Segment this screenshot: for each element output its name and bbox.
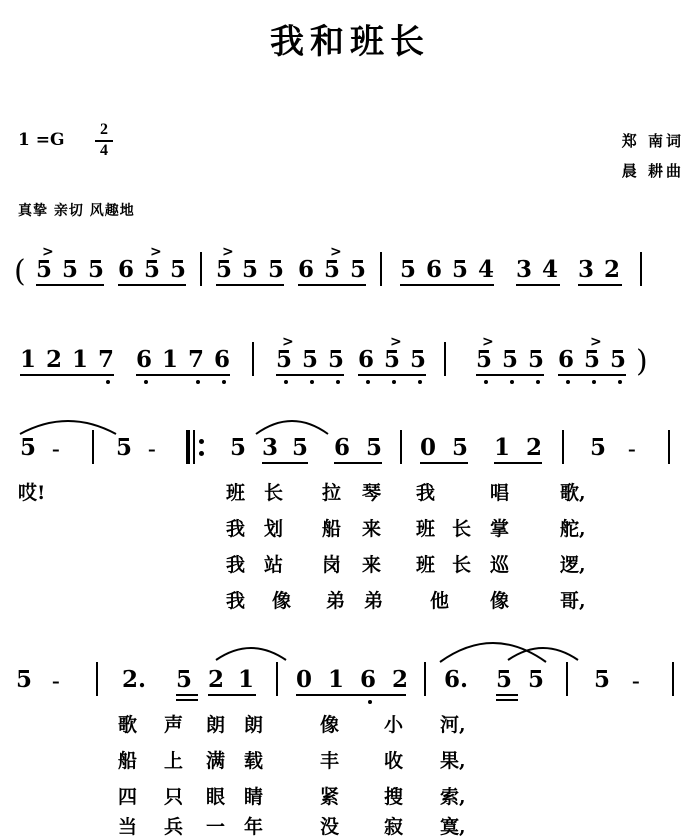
octave-dot	[310, 380, 314, 384]
time-signature	[92, 122, 116, 160]
beam	[400, 284, 494, 286]
beam	[136, 374, 230, 376]
note: 5	[62, 256, 79, 283]
expression-mark: 真挚 亲切 风趣地	[18, 203, 135, 219]
time-signature-denominator: 4	[100, 141, 108, 159]
lyric-char: 小	[384, 714, 404, 736]
lyric-char: 班	[226, 482, 246, 504]
note: 0	[420, 434, 437, 461]
lyric-char: 来	[362, 518, 382, 540]
note: 5	[452, 434, 469, 461]
time-signature-numerator: 2	[100, 121, 108, 138]
beam	[20, 374, 114, 376]
note: 5	[410, 346, 427, 373]
note: 5	[502, 346, 519, 373]
octave-dot	[510, 380, 514, 384]
beam	[358, 374, 426, 376]
lyric-char: 掌	[490, 518, 510, 540]
lyric-char: 像	[490, 590, 510, 612]
beam	[216, 284, 284, 286]
note: 4	[478, 256, 495, 283]
note: 6	[136, 346, 153, 373]
note: 3	[516, 256, 533, 283]
lyric-char: 船	[118, 750, 138, 772]
barline	[96, 662, 98, 696]
note: 5	[610, 346, 627, 373]
octave-dot	[392, 380, 396, 384]
slur	[254, 410, 330, 436]
octave-dot	[618, 380, 622, 384]
note: 5	[176, 666, 193, 693]
beam	[516, 284, 560, 286]
note: 5	[528, 346, 545, 373]
lyric-char: 长	[264, 482, 284, 504]
lyric-char: 像	[320, 714, 340, 736]
lyric-char: 兵	[164, 816, 184, 838]
note: 6	[358, 346, 375, 373]
note: 2	[604, 256, 621, 283]
octave-dot	[222, 380, 226, 384]
lyric-char: 巡	[490, 554, 510, 576]
composer-credit: 晨 耕曲	[621, 162, 684, 180]
note: 5	[528, 666, 545, 693]
note: 1	[72, 346, 89, 373]
note: 1	[238, 666, 255, 693]
lyric-char: 班	[416, 554, 436, 576]
accent-mark: >	[150, 244, 162, 260]
note: 5	[242, 256, 259, 283]
note: 5	[16, 666, 33, 693]
note: 5	[88, 256, 105, 283]
note: 5	[292, 434, 309, 461]
lyric-char: 朗	[244, 714, 264, 736]
barline	[400, 430, 402, 464]
note: 6	[426, 256, 443, 283]
note-dash: -	[148, 436, 156, 461]
octave-dot	[368, 700, 372, 704]
note: 6	[558, 346, 575, 373]
note: 1	[162, 346, 179, 373]
note: 5	[216, 256, 233, 283]
slur	[214, 636, 288, 662]
note: 5	[584, 346, 601, 373]
phrase-open-paren: (	[14, 254, 26, 289]
note: 5	[144, 256, 161, 283]
staff-row-2	[0, 334, 700, 398]
lyric-char: 我	[226, 554, 246, 576]
octave-dot	[144, 380, 148, 384]
lyric-char: 歌	[118, 714, 138, 736]
slur	[506, 636, 580, 662]
lyric-char: 只	[164, 786, 184, 808]
beam	[176, 694, 198, 696]
note: 5	[324, 256, 341, 283]
note: 2	[208, 666, 225, 693]
note: 6	[214, 346, 231, 373]
lyric-char: 站	[264, 554, 284, 576]
lyric-char: 没	[320, 816, 340, 838]
note: 5	[452, 256, 469, 283]
staff-row-1	[0, 244, 700, 308]
note: 4	[542, 256, 559, 283]
note: 5	[366, 434, 383, 461]
lyric-char: 朗	[206, 714, 226, 736]
beam	[296, 694, 406, 696]
beam	[276, 374, 344, 376]
note: 5	[276, 346, 293, 373]
beam	[334, 462, 382, 464]
lyric-char: 声	[164, 714, 184, 736]
barline	[276, 662, 278, 696]
beam	[176, 699, 198, 701]
barline	[566, 662, 568, 696]
note: 2	[46, 346, 63, 373]
beam	[36, 284, 104, 286]
note: 6	[298, 256, 315, 283]
credits	[622, 126, 684, 186]
lyric-char: 上	[164, 750, 184, 772]
octave-dot	[592, 380, 596, 384]
note: 5	[20, 434, 37, 461]
lyricist-credit: 郑 南词	[621, 132, 684, 150]
octave-dot	[336, 380, 340, 384]
barline	[200, 252, 202, 286]
lyric-char: 我	[226, 518, 246, 540]
note-dash: -	[52, 668, 60, 693]
note: 5	[594, 666, 611, 693]
lyric-char: 索,	[440, 786, 466, 808]
beam	[558, 374, 626, 376]
lyric-char: 收	[384, 750, 404, 772]
beam	[494, 462, 542, 464]
note: 2	[392, 666, 409, 693]
lyric-char: 划	[264, 518, 284, 540]
beam	[496, 694, 518, 696]
lyric-char: 像	[272, 590, 292, 612]
note: 2.	[122, 666, 147, 693]
note: 7	[98, 346, 115, 373]
barline	[668, 430, 670, 464]
lyric-char: 我	[416, 482, 436, 504]
octave-dot	[196, 380, 200, 384]
note-dash: -	[628, 436, 636, 461]
barline	[444, 342, 446, 376]
lyric-char: 丰	[320, 750, 340, 772]
lyric-char: 弟	[364, 590, 384, 612]
lyric-char: 四	[118, 786, 138, 808]
octave-dot	[536, 380, 540, 384]
beam	[208, 694, 256, 696]
note: 7	[188, 346, 205, 373]
note: 5	[590, 434, 607, 461]
accent-mark: >	[390, 334, 402, 350]
lyric-char: 我	[226, 590, 246, 612]
lyric-char: 满	[206, 750, 226, 772]
lyric-char: 船	[322, 518, 342, 540]
beam	[262, 462, 308, 464]
beam	[496, 699, 518, 701]
slur	[18, 410, 118, 436]
lyric-char: 载	[244, 750, 264, 772]
lyric-char: 岗	[322, 554, 342, 576]
note: 6	[360, 666, 377, 693]
barline	[562, 430, 564, 464]
note: 5	[384, 346, 401, 373]
lyric-interjection: 哎!	[18, 482, 46, 504]
beam	[578, 284, 622, 286]
note: 2	[526, 434, 543, 461]
note: 1	[20, 346, 37, 373]
note: 6.	[444, 666, 469, 693]
lyric-char: 长	[452, 518, 472, 540]
lyric-char: 哥,	[560, 590, 586, 612]
barline	[424, 662, 426, 696]
beam	[298, 284, 366, 286]
note: 3	[262, 434, 279, 461]
barline	[380, 252, 382, 286]
note: 5	[496, 666, 513, 693]
note-dash: -	[632, 668, 640, 693]
barline	[672, 662, 674, 696]
note: 5	[170, 256, 187, 283]
note: 5	[328, 346, 345, 373]
lyric-char: 弟	[326, 590, 346, 612]
lyric-char: 唱	[490, 482, 510, 504]
beam	[476, 374, 544, 376]
note: 5	[350, 256, 367, 283]
lyric-char: 来	[362, 554, 382, 576]
staff-row-4	[0, 650, 700, 730]
lyric-char: 班	[416, 518, 436, 540]
lyric-char: 寂	[384, 816, 404, 838]
note: 5	[268, 256, 285, 283]
page-title: 我和班长	[270, 22, 430, 62]
lyric-char: 歌,	[560, 482, 586, 504]
accent-mark: >	[590, 334, 602, 350]
lyric-char: 紧	[320, 786, 340, 808]
key-signature: 1 =G	[18, 130, 65, 150]
note: 5	[400, 256, 417, 283]
lyric-char: 果,	[440, 750, 466, 772]
octave-dot	[566, 380, 570, 384]
lyric-char: 年	[244, 816, 264, 838]
accent-mark: >	[42, 244, 54, 260]
lyric-char: 一	[206, 816, 226, 838]
lyric-char: 当	[118, 816, 138, 838]
lyric-char: 长	[452, 554, 472, 576]
beam	[420, 462, 468, 464]
beam	[118, 284, 186, 286]
accent-mark: >	[330, 244, 342, 260]
note: 6	[118, 256, 135, 283]
accent-mark: >	[482, 334, 494, 350]
lyric-char: 琴	[362, 482, 382, 504]
note: 1	[328, 666, 345, 693]
lyric-char: 舵,	[560, 518, 586, 540]
octave-dot	[418, 380, 422, 384]
octave-dot	[284, 380, 288, 384]
lyric-char: 他	[430, 590, 450, 612]
lyric-char: 寞,	[440, 816, 466, 838]
octave-dot	[366, 380, 370, 384]
lyric-char: 睛	[244, 786, 264, 808]
phrase-close-paren: )	[636, 344, 648, 379]
note-dash: -	[52, 436, 60, 461]
barline	[640, 252, 642, 286]
note: 5	[36, 256, 53, 283]
lyric-char: 拉	[322, 482, 342, 504]
note: 5	[476, 346, 493, 373]
lyric-char: 搜	[384, 786, 404, 808]
octave-dot	[484, 380, 488, 384]
accent-mark: >	[282, 334, 294, 350]
note: 0	[296, 666, 313, 693]
note: 3	[578, 256, 595, 283]
lyric-char: 河,	[440, 714, 466, 736]
lyric-char: 眼	[206, 786, 226, 808]
staff-row-3	[0, 418, 700, 498]
barline	[92, 430, 94, 464]
accent-mark: >	[222, 244, 234, 260]
note: 1	[494, 434, 511, 461]
octave-dot	[106, 380, 110, 384]
note: 5	[116, 434, 133, 461]
note: 6	[334, 434, 351, 461]
note: 5	[230, 434, 247, 461]
lyric-char: 逻,	[560, 554, 586, 576]
note: 5	[302, 346, 319, 373]
barline	[252, 342, 254, 376]
